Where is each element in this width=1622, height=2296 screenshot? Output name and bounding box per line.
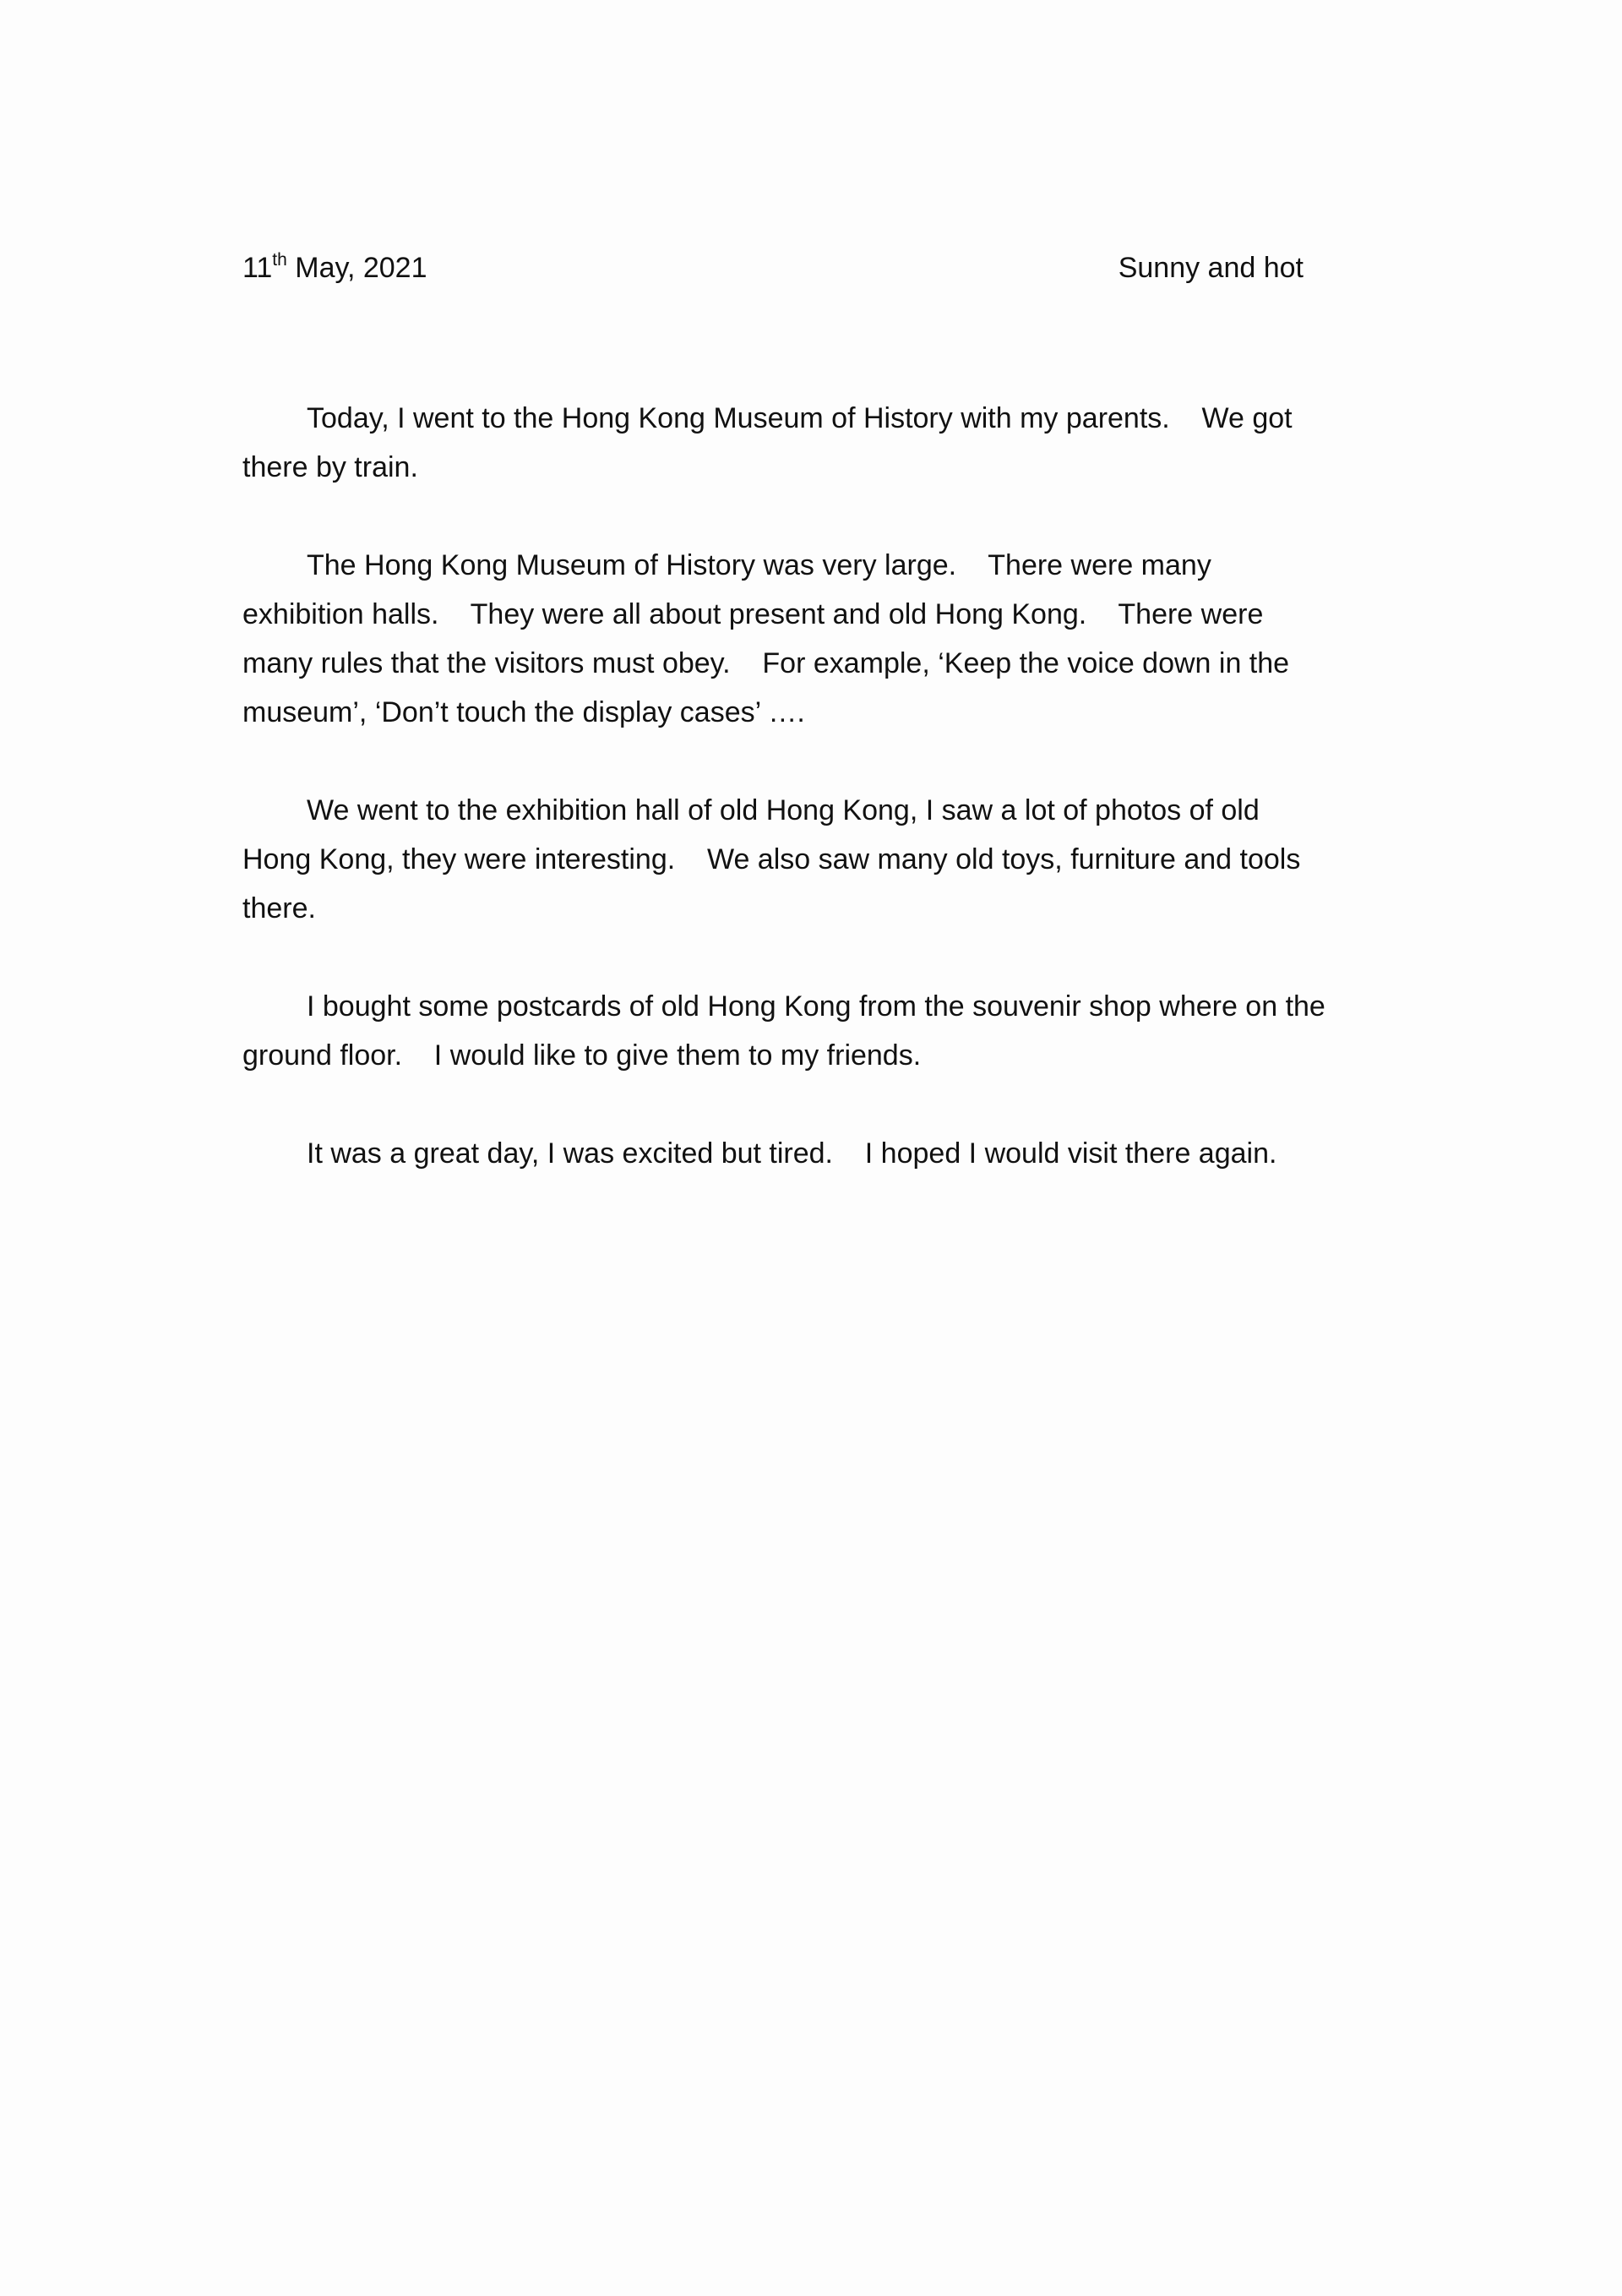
date-day: 11 — [242, 252, 273, 284]
diary-weather: Sunny and hot — [1118, 252, 1304, 284]
diary-date — [242, 247, 427, 289]
paragraph-4: I bought some postcards of old Hong Kong from the souvenir shop where on the ground floor. I would like to give them to my friends. — [242, 990, 1325, 1072]
diary-header — [242, 247, 1304, 289]
paragraph-5: It was a great day, I was excited but tired. I hoped I would visit there again. — [307, 1137, 1277, 1170]
date-suffix: th — [272, 249, 287, 270]
paragraph-1: Today, I went to the Hong Kong Museum of History with my parents. We got there by train. — [242, 402, 1293, 483]
paragraph-2: The Hong Kong Museum of History was very large. There were many exhibition halls. They were all about present and old Hong Kong. There were many rules that the visitors must obey. For example, ‘Keep the voice down in the museum’, ‘Don’t touch the display cases’ …. — [242, 549, 1290, 728]
diary-body — [242, 394, 1391, 1227]
date-month-year: May, 2021 — [286, 252, 427, 284]
paragraph-3: We went to the exhibition hall of old Hong Kong, I saw a lot of photos of old Hong Kong, they were interesting. We also saw many old toys, furniture and tools there. — [242, 794, 1301, 924]
